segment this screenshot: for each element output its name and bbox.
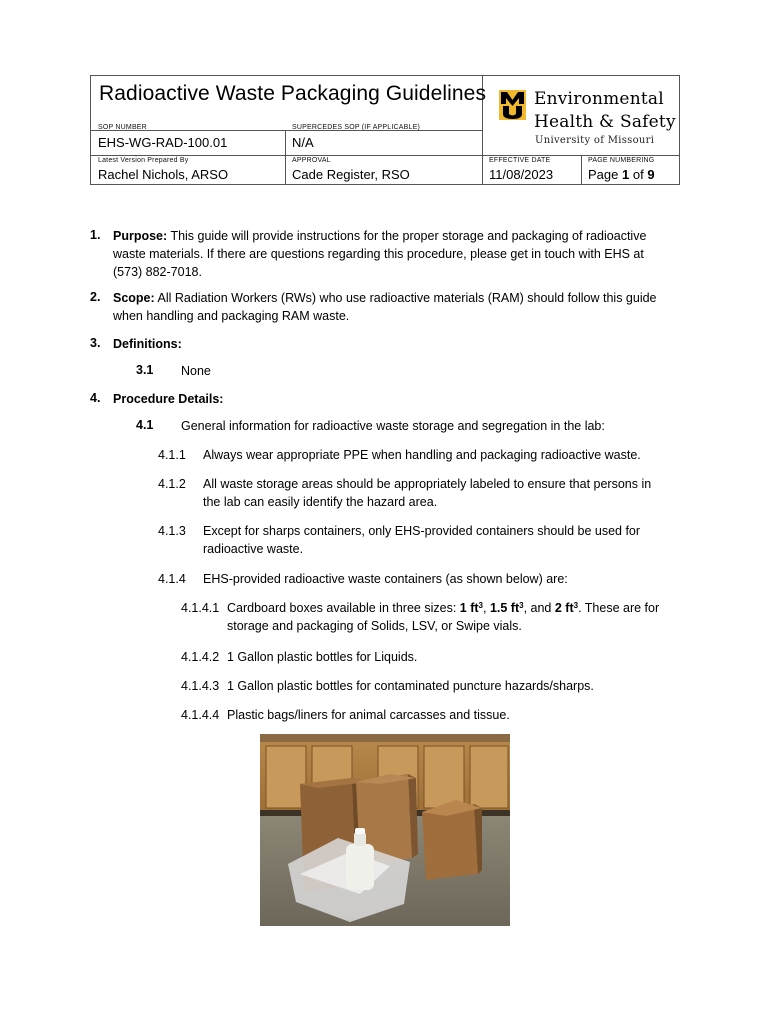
sub-item-text-line: storage and packaging of Solids, LSV, or Swipe vials. [227, 619, 522, 633]
section-number: 3. [90, 336, 101, 350]
purpose-paragraph [113, 227, 683, 281]
logo-line-university: University of Missouri [535, 135, 655, 146]
sub-item-number: 4.1.4.1 [181, 601, 220, 615]
prepared-by-label: Latest Version Prepared By [98, 157, 189, 164]
scope-title: Scope: [113, 291, 155, 305]
purpose-text: (573) 882-7018. [113, 265, 202, 279]
effective-date: 11/08/2023 [489, 167, 554, 182]
item-text [203, 475, 673, 511]
sub-item-text: Cardboard boxes available in three sizes: 1 $ft^3$, 1.5 $ft^3$, and 2 $ft^3$. These are for storage and packaging of Solids, LSV, or Swipe vials. [227, 599, 677, 635]
item-text-line: radioactive waste. [203, 542, 304, 556]
item-text-line: All waste storage areas should be appropriately labeled to ensure that persons in [203, 477, 652, 491]
supersedes-value: N/A [292, 135, 314, 150]
box-size-1: 1 ft [459, 601, 479, 615]
item-number: 4.1.2 [158, 477, 186, 491]
section-number: 2. [90, 290, 101, 304]
page-current: 1 [622, 167, 630, 182]
item-number: 4.1.3 [158, 524, 186, 538]
divider [285, 130, 286, 184]
subsection-number: 3.1 [136, 363, 154, 377]
exponent: 3 [573, 601, 579, 610]
divider [91, 130, 482, 131]
approval-label: APPROVAL [292, 157, 331, 164]
item-text-line: Except for sharps containers, only EHS-provided containers should be used for [203, 524, 641, 538]
definitions-text: None [181, 364, 211, 378]
mizzou-logo-icon [499, 90, 526, 120]
sub-item-text-part: and [530, 601, 552, 615]
box-size-2: 1.5 ft [489, 601, 520, 615]
document-header-table [90, 75, 680, 185]
logo-line-environmental: Environmental [534, 89, 664, 109]
page-prefix: Page [588, 167, 619, 182]
sub-item-number: 4.1.4.3 [181, 679, 220, 693]
sub-item-text: Plastic bags/liners for animal carcasses and tissue. [227, 708, 510, 722]
supersedes-label: SUPERCEDES SOP (IF APPLICABLE) [292, 124, 421, 131]
document-title: Radioactive Waste Packaging Guidelines [99, 82, 487, 105]
item-text-line: the lab can easily identify the hazard area. [203, 495, 438, 509]
box-size-3: 2 ft [554, 601, 574, 615]
item-number: 4.1.1 [158, 448, 186, 462]
waste-containers-photo [260, 734, 510, 926]
exponent: 3 [519, 601, 524, 610]
logo-line-health-safety: Health & Safety [534, 112, 676, 132]
purpose-text: waste materials. If there are questions regarding this procedure, please get in touch with EHS at [113, 247, 644, 261]
purpose-text: This guide will provide instructions for the proper storage and packaging of radioactive [170, 229, 647, 243]
prepared-by: Rachel Nichols, ARSO [98, 167, 229, 182]
divider [91, 155, 679, 156]
item-text: EHS-provided radioactive waste containers (as shown below) are: [203, 572, 568, 586]
page-numbering-label: PAGE NUMBERING [588, 157, 655, 164]
purpose-title: Purpose: [113, 229, 168, 243]
sub-item-text-part: Cardboard boxes available in three sizes: [227, 601, 457, 615]
item-number: 4.1.4 [158, 572, 186, 586]
subsection-text: General information for radioactive waste storage and segregation in the lab: [181, 419, 605, 433]
section-number: 4. [90, 391, 101, 405]
procedure-title: Procedure Details: [113, 392, 224, 406]
definitions-title: Definitions: [113, 337, 182, 351]
sub-item-text: 1 Gallon plastic bottles for Liquids. [227, 650, 418, 664]
item-text [203, 522, 673, 558]
sop-number: EHS-WG-RAD-100.01 [98, 135, 228, 150]
sub-item-text: 1 Gallon plastic bottles for contaminated puncture hazards/sharps. [227, 679, 594, 693]
page-of: of [632, 167, 644, 182]
item-text: Always wear appropriate PPE when handling and packaging radioactive waste. [203, 448, 641, 462]
sub-item-number: 4.1.4.4 [181, 708, 220, 722]
page-numbering [588, 167, 655, 182]
divider [581, 155, 582, 184]
page-total: 9 [647, 167, 655, 182]
scope-text: when handling and packaging RAM waste. [113, 309, 350, 323]
exponent: 3 [478, 601, 483, 610]
subsection-number: 4.1 [136, 418, 154, 432]
scope-text: All Radiation Workers (RWs) who use radioactive materials (RAM) should follow this guide [157, 291, 657, 305]
sub-item-number: 4.1.4.2 [181, 650, 220, 664]
section-number: 1. [90, 228, 101, 242]
sub-item-text-part: . These are for [578, 601, 660, 615]
scope-paragraph [113, 289, 683, 325]
sop-number-label: SOP NUMBER [98, 124, 147, 131]
effective-date-label: EFFECTIVE DATE [489, 157, 551, 164]
approval-value: Cade Register, RSO [292, 167, 410, 182]
